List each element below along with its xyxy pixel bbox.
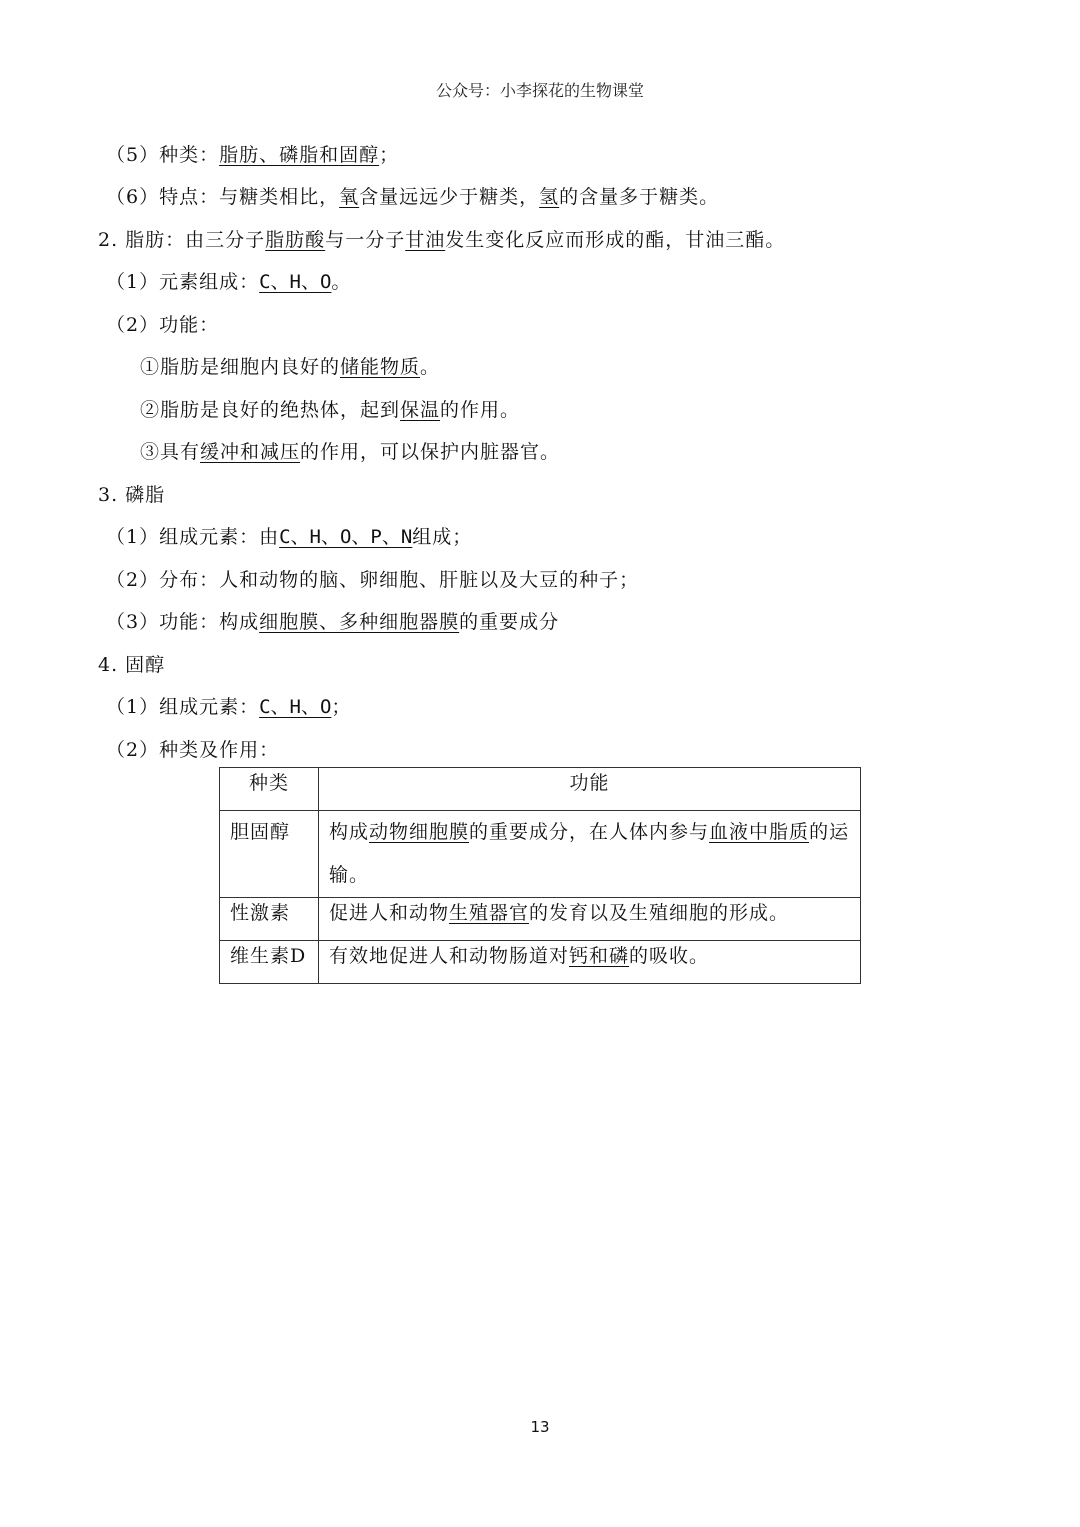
text-line: （6）特点：与糖类相比，氧含量远远少于糖类，氢的含量多于糖类。 [106, 186, 720, 208]
underlined-term: 保温 [400, 399, 441, 421]
table-header-cell: 功能 [319, 768, 861, 811]
table-cell-function: 有效地促进人和动物肠道对钙和磷的吸收。 [319, 941, 861, 984]
section-heading: 3. 磷脂 [98, 484, 166, 506]
underlined-term: 血液中脂质 [709, 821, 810, 843]
table-row [220, 941, 861, 984]
text-line: （1）元素组成：C、H、O。 [106, 271, 352, 293]
table-cell-function: 促进人和动物生殖器官的发育以及生殖细胞的形成。 [319, 898, 861, 941]
underlined-term: 动物细胞膜 [369, 821, 470, 843]
text-line: ②脂肪是良好的绝热体，起到保温的作用。 [140, 399, 521, 421]
section-heading: 4. 固醇 [98, 654, 166, 676]
page-header: 公众号：小李探花的生物课堂 [435, 81, 644, 100]
underlined-term: 氧 [339, 186, 360, 208]
text-line: ③具有缓冲和减压的作用，可以保护内脏器官。 [140, 441, 561, 463]
section-heading: 2. 脂肪：由三分子脂肪酸与一分子甘油发生变化反应而形成的酯，甘油三酯。 [98, 229, 786, 251]
table-cell-function: 构成动物细胞膜的重要成分，在人体内参与血液中脂质的运输。 [319, 811, 861, 898]
underlined-term: 缓冲和减压 [200, 441, 301, 463]
text-line: （2）功能： [106, 314, 220, 336]
table-header-cell: 种类 [220, 768, 319, 811]
underlined-term: 储能物质 [340, 356, 421, 378]
text-line: （1）组成元素：C、H、O； [106, 696, 352, 718]
underlined-term: C、H、O、P、N [279, 526, 413, 548]
underlined-term: 脂肪、磷脂和固醇 [219, 144, 380, 166]
underlined-term: 氢 [539, 186, 560, 208]
table-cell-type: 胆固醇 [220, 811, 319, 898]
text-line: （2）种类及作用： [106, 739, 280, 761]
table-cell-type: 维生素D [220, 941, 319, 984]
text-line: （5）种类：脂肪、磷脂和固醇； [106, 144, 400, 166]
text-line: （1）组成元素：由C、H、O、P、N组成； [106, 526, 473, 548]
page-number: 13 [530, 1418, 550, 1436]
underlined-term: 生殖器官 [449, 902, 530, 924]
table-cell-type: 性激素 [220, 898, 319, 941]
text-line: （2）分布：人和动物的脑、卵细胞、肝脏以及大豆的种子； [106, 569, 640, 591]
underlined-term: 细胞膜、多种细胞器膜 [259, 611, 460, 633]
underlined-term: C、H、O [259, 271, 332, 293]
text-line: ①脂肪是细胞内良好的储能物质。 [140, 356, 441, 378]
table-header-row [220, 768, 861, 811]
table-row [220, 898, 861, 941]
underlined-term: 脂肪酸 [265, 229, 326, 251]
underlined-term: 钙和磷 [569, 945, 630, 967]
sterol-table [219, 767, 861, 984]
underlined-term: 甘油 [405, 229, 446, 251]
table-row [220, 811, 861, 898]
text-line: （3）功能：构成细胞膜、多种细胞器膜的重要成分 [106, 611, 560, 633]
underlined-term: C、H、O [259, 696, 332, 718]
